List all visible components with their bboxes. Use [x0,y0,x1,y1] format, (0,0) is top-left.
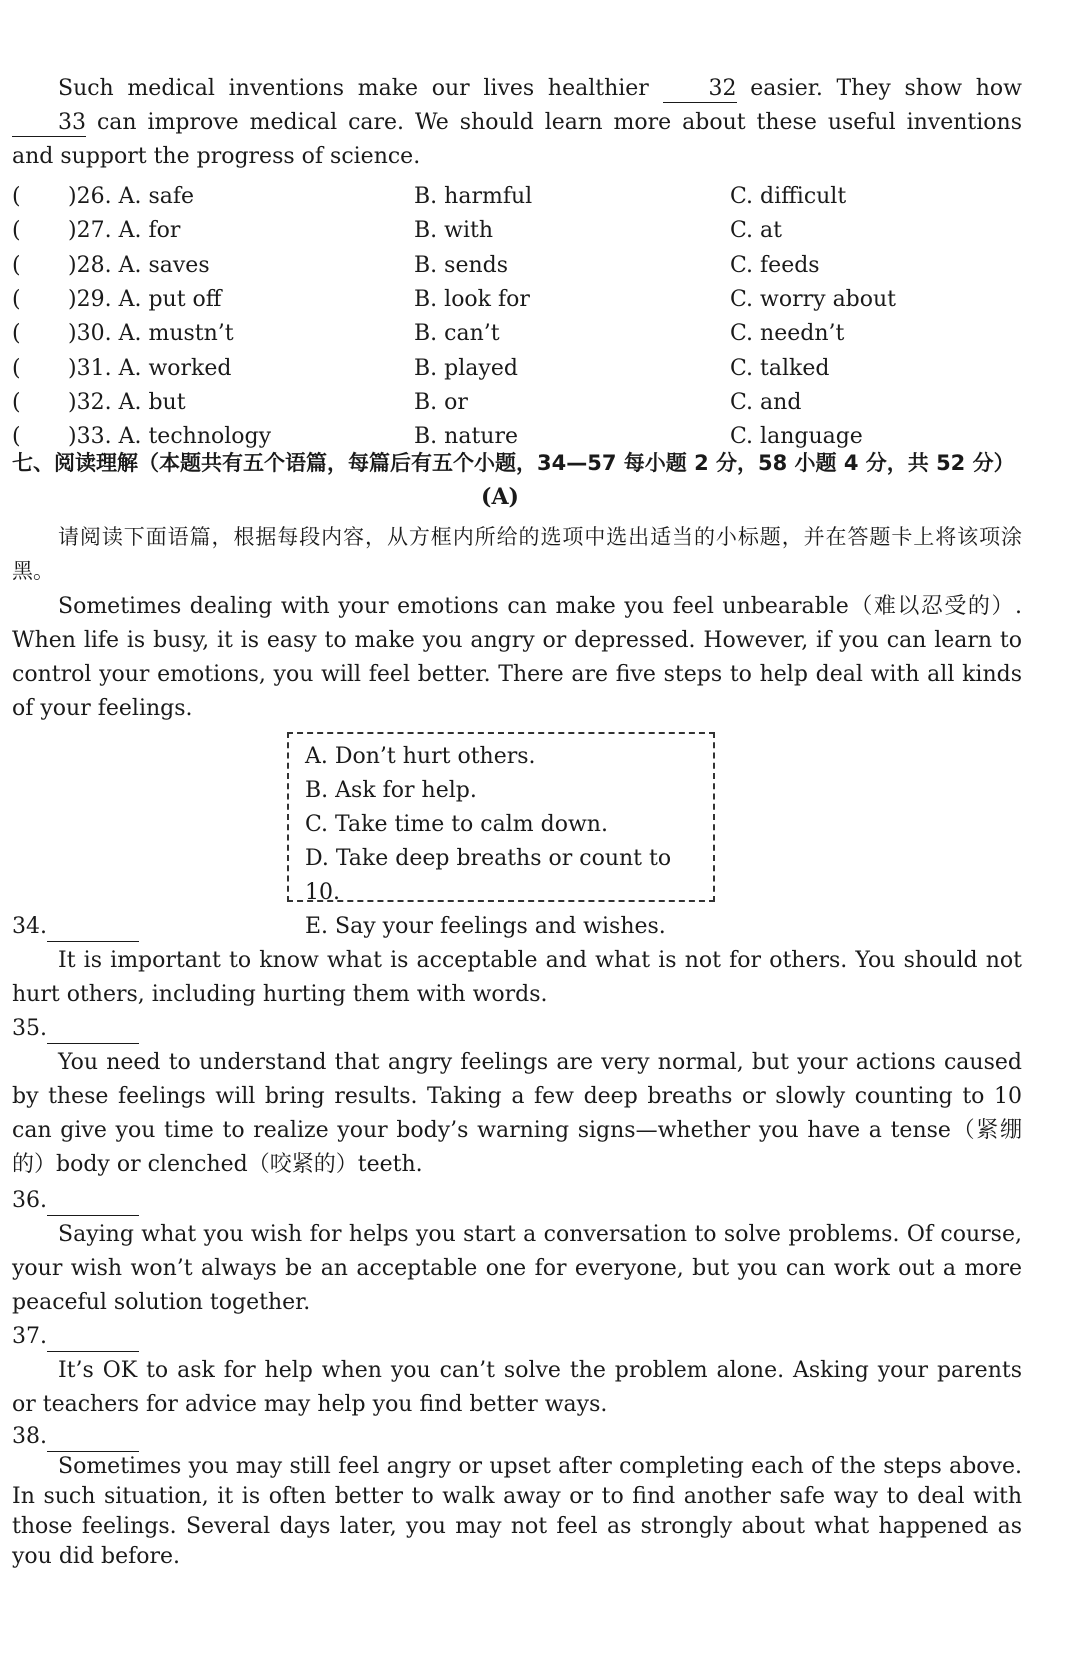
question-row-30 [12,317,1022,351]
paren-close: ) [68,389,77,415]
intro-paragraph [12,72,1022,174]
option-a: A. put off [118,286,222,312]
answer-paren[interactable]: ( [12,355,21,381]
question-row-27 [12,214,1022,248]
option-c: C. and [730,389,802,415]
question-number: 26 [76,184,105,209]
paren-close: ) [68,286,77,312]
option-a: A. technology [118,424,272,450]
option-c: C. needn’t [730,321,845,347]
question-row-31 [12,352,1022,386]
paren-close: ) [68,252,77,278]
option-c: C. worry about [730,286,897,312]
item-36-header [12,1186,139,1216]
paren-close: ) [68,424,77,450]
item-35-text: You need to understand that angry feelings are very normal, but your actions caused by these feelings will bring results. Taking a few deep breaths or slowly counting to 10 can give you time to realize your body’s warning signs—whether you have a tense（紧绷的）body or clenched（咬紧的）teeth. [12,1050,1022,1177]
option-c: C. feeds [730,252,820,278]
option-a: A. worked [118,355,232,381]
option-c: C. difficult [730,184,847,209]
paren-close: ) [68,355,77,381]
intro-text-1: Such medical inventions make our lives healthier [58,76,663,101]
paren-close: ) [68,184,77,209]
question-row-29 [12,283,1022,317]
question-row-28 [12,249,1022,283]
paren-close: ) [68,321,77,347]
answer-paren[interactable]: ( [12,252,21,278]
item-34-number: 34. [12,914,47,939]
option-b: B. played [414,355,518,381]
question-number: 31 [76,355,105,381]
answer-paren[interactable]: ( [12,321,21,347]
question-number: 33 [76,424,105,450]
answer-paren[interactable]: ( [12,286,21,312]
question-number-and-option-a: )27. A. for [68,218,181,244]
passage-intro: Sometimes dealing with your emotions can make you feel unbearable（难以忍受的）. When life is busy, it is easy to make you angry or depressed. However, if you can learn to control your emotions, you will feel better. There are five steps to help deal with all kinds of your feelings. [12,594,1022,721]
question-number-and-option-a: )33. A. technology [68,424,272,450]
blank-32[interactable]: 32 [663,76,737,103]
paren-close: ) [68,218,77,244]
question-number-and-option-a: )30. A. mustn’t [68,321,234,347]
item-38-blank[interactable] [47,1429,139,1452]
question-number: 28 [76,252,105,278]
question-number: 27 [76,218,105,244]
question-number: 29 [76,286,105,312]
item-36-blank[interactable] [47,1193,139,1216]
question-number-and-option-a: )29. A. put off [68,286,222,312]
item-38-header [12,1422,139,1452]
item-35-number: 35. [12,1016,47,1041]
option-b: B. or [414,389,468,415]
option-a: A. but [118,389,186,415]
answer-paren[interactable]: ( [12,389,21,415]
question-row-32 [12,386,1022,420]
option-d: D. Take deep breaths or count to 10. [305,846,672,905]
item-34-header [12,912,139,942]
option-b: B. nature [414,424,518,450]
answer-paren[interactable]: ( [12,184,21,209]
item-38-number: 38. [12,1424,47,1449]
item-34-blank[interactable] [47,919,139,942]
option-a: A. for [118,218,181,244]
option-a: A. safe [118,184,195,209]
option-c: C. Take time to calm down. [305,812,608,837]
blank-33[interactable]: 33 [12,110,86,137]
option-a: A. Don’t hurt others. [305,744,536,769]
item-37-blank[interactable] [47,1329,139,1352]
item-34-text: It is important to know what is acceptable and what is not for others. You should not hurt others, including hurting them with words. [12,948,1022,1007]
item-38-text: Sometimes you may still feel angry or upset after completing each of the steps above. In such situation, it is often better to walk away or to find another safe way to deal with those feelings. Several days later, you may not feel as strongly about what happened as you did before. [12,1454,1022,1569]
answer-paren[interactable]: ( [12,424,21,450]
question-number: 30 [76,321,105,347]
item-36-text: Saying what you wish for helps you start a conversation to solve problems. Of course, your wish won’t always be an acceptable one for everyone, but you can work out a more peaceful solution together. [12,1222,1022,1315]
passage-label: (A) [481,484,519,510]
question-number-and-option-a: )32. A. but [68,389,186,415]
option-a: A. mustn’t [118,321,234,347]
section-title: 七、阅读理解（本题共有五个语篇，每篇后有五个小题，34—57 每小题 2 分，58 小题 4 分，共 52 分） [12,451,1015,475]
question-number-and-option-a: )26. A. safe [68,184,195,209]
option-c: C. talked [730,355,830,381]
instruction-text: 请阅读下面语篇，根据每段内容，从方框内所给的选项中选出适当的小标题，并在答题卡上将该项涂黑。 [12,525,1022,583]
item-35-header [12,1014,139,1044]
option-b: B. with [414,218,494,244]
item-35-blank[interactable] [47,1021,139,1044]
answer-paren[interactable]: ( [12,218,21,244]
option-b: B. Ask for help. [305,778,477,803]
question-row-26 [12,180,1022,214]
option-c: C. language [730,424,863,450]
option-b: B. look for [414,286,530,312]
intro-text-2: easier. They show how [736,76,1022,101]
option-c: C. at [730,218,782,244]
item-37-header [12,1322,139,1352]
item-36-number: 36. [12,1188,47,1213]
question-number-and-option-a: )31. A. worked [68,355,232,381]
question-number: 32 [76,389,105,415]
option-a: A. saves [118,252,210,278]
intro-text-3: can improve medical care. We should learn more about these useful inventions and support the progress of science. [12,110,1022,169]
option-b: B. sends [414,252,509,278]
item-37-number: 37. [12,1324,47,1349]
option-e: E. Say your feelings and wishes. [305,914,666,939]
option-b: B. harmful [414,184,533,209]
item-37-text: It’s OK to ask for help when you can’t solve the problem alone. Asking your parents or teachers for advice may help you find better ways. [12,1358,1022,1417]
question-number-and-option-a: )28. A. saves [68,252,210,278]
option-b: B. can’t [414,321,500,347]
options-box [287,732,715,939]
